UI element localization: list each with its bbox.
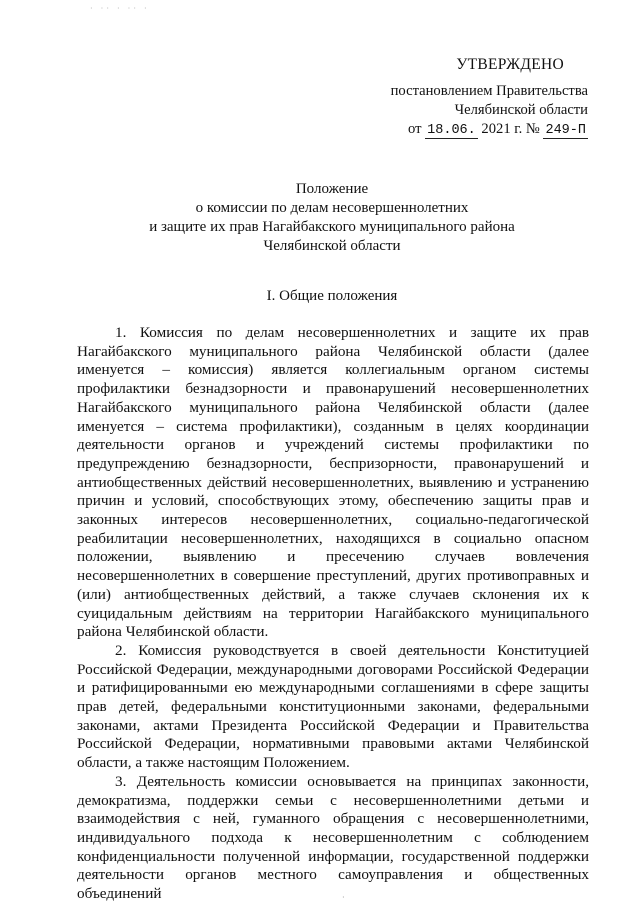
section-heading: I. Общие положения [266,288,398,304]
approval-date-line [368,120,588,140]
document-body [77,324,589,904]
approval-line-1: постановлением Правительства [390,83,588,99]
paragraph-2: 2. Комиссия руководствуется в своей деятельности Конституцией Российской Федерации, международными договорами Российской Федерации и ратифицированными ею международными соглашениями в сфере защиты прав детей, федеральными конституционными законами, федеральными законами, актами Президента Российской Федерации и Правительства Российской Федерации, нормативными правовыми актами Челябинской области, а также настоящим Положением. [77,641,589,772]
approval-number: 249-П [545,123,586,138]
approval-date: 18.06. [427,123,476,138]
title-line-1: Положение [295,181,369,197]
scan-artifact: · ·· · ·· · [90,4,150,13]
approval-line-2: Челябинской области [454,102,588,118]
document-title [0,180,640,256]
paragraph-1: 1. Комиссия по делам несовершеннолетних и защите их прав Нагайбакского муниципального района Челябинской области (далее именуется – комиссия) является коллегиальным органом системы профилактики безнадзорности и правонарушений несовершеннолетних Нагайбакского муниципального района Челябинской области (далее именуется – система профилактики), созданным в целях координации деятельности органов и учреждений системы профилактики по предупреждению безнадзорности, беспризорности, правонарушений и антиобщественных действий несовершеннолетних, выявлению и устранению причин и условий, способствующих этому, обеспечению защиты прав и законных интересов несовершеннолетних, социально-педагогической реабилитации несовершеннолетних, находящихся в социально опасном положении, выявлению и пресечению случаев вовлечения несовершеннолетних в совершение преступлений, других противоправных и (или) антиобщественных действий, а также случаев склонения их к суицидальным действиям на территории Нагайбакского муниципального района Челябинской области. [77,324,589,641]
approval-heading: УТВЕРЖДЕНО [456,56,564,73]
title-line-4: Челябинской области [263,238,401,254]
title-line-2: о комиссии по делам несовершеннолетних [195,200,469,216]
year-text: 2021 г. № [481,121,540,137]
date-prefix: от [408,121,422,137]
title-line-3: и защите их прав Нагайбакского муниципального района [149,219,515,235]
approval-stamp [368,55,588,140]
scan-dot: · [342,893,345,902]
paragraph-3: 3. Деятельность комиссии основывается на принципах законности, демократизма, поддержки семьи с несовершеннолетними детьми и взаимодействия с ней, гуманного обращения с несовершеннолетними, индивидуального подхода к несовершеннолетним с соблюдением конфиденциальности полученной информации, государственной поддержки деятельности органов местного самоуправления и общественных объединений [77,772,589,903]
